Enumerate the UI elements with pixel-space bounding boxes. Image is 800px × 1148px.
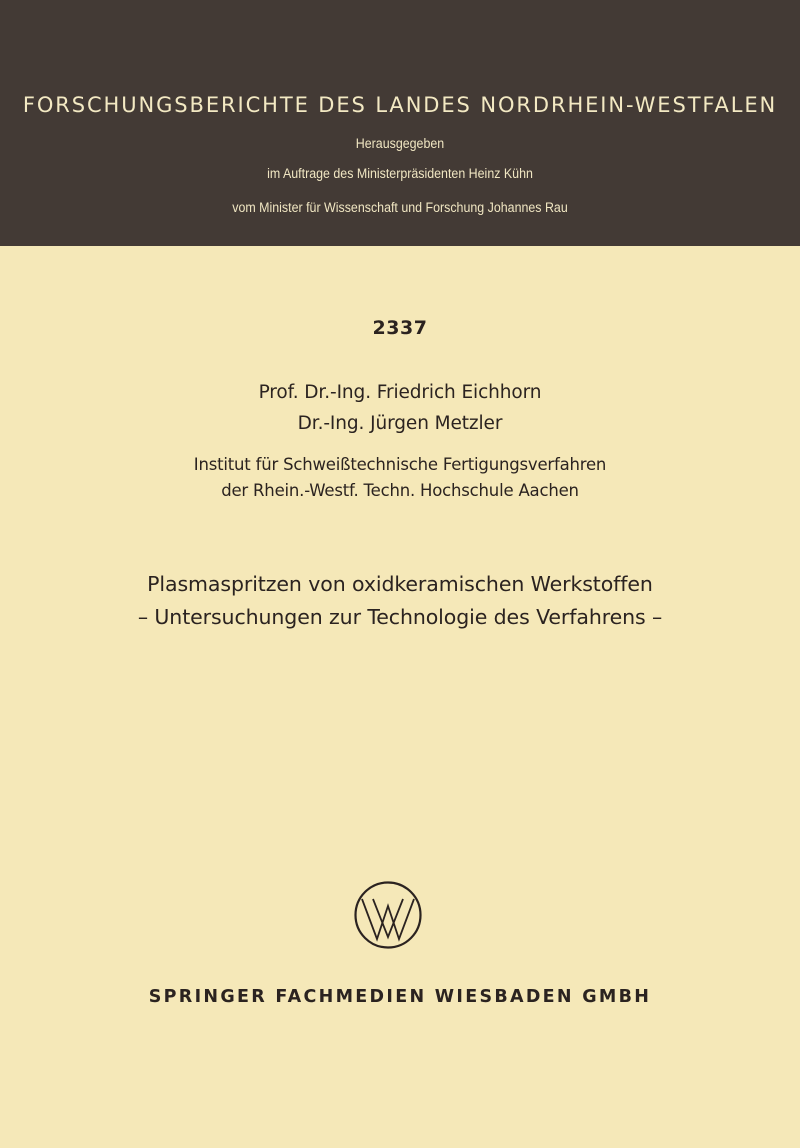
institute-university: der Rhein.-Westf. Techn. Hochschule Aachen: [221, 481, 579, 500]
author-primary: Prof. Dr.-Ing. Friedrich Eichhorn: [258, 382, 542, 403]
author-secondary: Dr.-Ing. Jürgen Metzler: [297, 413, 503, 434]
institute-name: Institut für Schweißtechnische Fertigungsverfahren: [193, 455, 607, 474]
series-title: FORSCHUNGSBERICHTE DES LANDES NORDRHEIN-WESTFALEN: [22, 93, 778, 117]
book-subtitle: – Untersuchungen zur Technologie des Verfahrens –: [137, 605, 663, 629]
series-header-band: [0, 0, 800, 246]
editor-line-commission: im Auftrage des Ministerpräsidenten Heinz Kühn: [267, 166, 533, 181]
wv-monogram-icon: [353, 880, 423, 950]
publisher-name: SPRINGER FACHMEDIEN WIESBADEN GMBH: [148, 987, 652, 1007]
editor-line-minister: vom Minister für Wissenschaft und Forschung Johannes Rau: [232, 200, 568, 215]
book-title: Plasmaspritzen von oxidkeramischen Werkstoffen: [147, 572, 653, 596]
volume-number: 2337: [372, 317, 428, 339]
editor-line-published: Herausgegeben: [355, 136, 445, 151]
